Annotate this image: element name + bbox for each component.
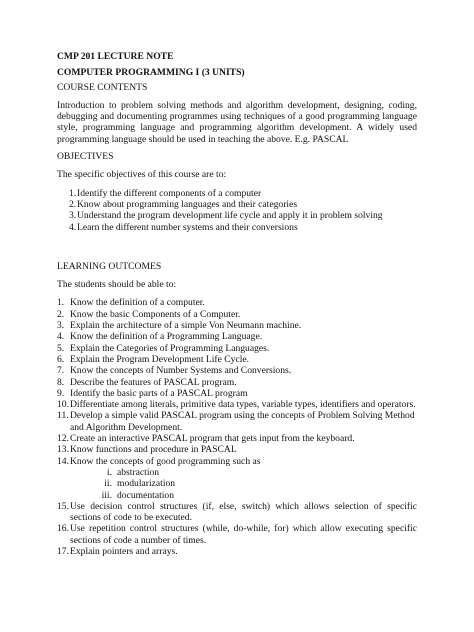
list-item — [57, 456, 417, 501]
list-item — [57, 320, 417, 331]
list-item — [57, 523, 417, 546]
objectives-heading: OBJECTIVES — [57, 151, 114, 163]
list-text: Identify the different components of a computer — [77, 187, 262, 199]
objectives-intro: The specific objectives of this course are to: — [57, 169, 227, 181]
list-number: 3. — [69, 210, 77, 222]
list-text: Differentiate among literals, primitive data types, variable types, identifiers and operators. — [70, 399, 416, 411]
doc-title: CMP 201 LECTURE NOTE — [57, 51, 174, 62]
list-item — [57, 365, 417, 376]
list-number: 9. — [57, 387, 65, 399]
list-item — [57, 222, 417, 233]
list-text: Describe the features of PASCAL program. — [70, 376, 237, 388]
list-text: Explain the architecture of a simple Von Neumann machine. — [70, 320, 302, 332]
list-item — [57, 309, 417, 320]
list-number: 14. — [57, 455, 69, 467]
list-number: 12. — [57, 433, 69, 445]
list-number: 16. — [57, 523, 69, 535]
list-number: 4. — [57, 331, 65, 343]
list-text: Know the concepts of good programming such as — [70, 455, 261, 467]
list-text: Explain the Program Development Life Cycle. — [70, 353, 250, 365]
list-number: 7. — [57, 365, 65, 377]
list-number: 6. — [57, 353, 65, 365]
outcomes-list — [57, 297, 417, 557]
sub-list-text: modularization — [117, 478, 176, 490]
list-item — [57, 546, 417, 557]
list-text: Use decision control structures (if, else, switch) which allows selection of specific sections of code to be executed. — [70, 500, 417, 524]
list-item — [57, 433, 417, 444]
list-item — [57, 410, 417, 433]
list-number: 1. — [69, 187, 77, 199]
list-item — [57, 331, 417, 342]
sub-list-item — [70, 478, 417, 489]
list-number: 17. — [57, 545, 69, 557]
list-text: Know about programming languages and their categories — [77, 198, 298, 210]
list-number: 2. — [57, 308, 65, 320]
course-contents-heading: COURSE CONTENTS — [57, 81, 148, 93]
list-text: Explain pointers and arrays. — [70, 545, 178, 557]
list-text: Know the concepts of Number Systems and Conversions. — [70, 365, 292, 377]
outcomes-intro: The students should be able to: — [57, 279, 177, 291]
list-text: Know the basic Components of a Computer. — [70, 308, 241, 320]
list-text: Know the definition of a computer. — [70, 297, 205, 309]
sub-list-item — [70, 467, 417, 478]
list-item — [57, 210, 417, 221]
lecture-note-content — [57, 51, 417, 557]
list-item — [57, 297, 417, 308]
list-text: Know functions and procedure in PASCAL — [70, 444, 237, 456]
list-item — [57, 388, 417, 399]
list-text: Develop a simple valid PASCAL program using the concepts of Problem Solving Method and Algorithm Development. — [70, 410, 415, 433]
list-item — [57, 199, 417, 210]
list-text: Know the definition of a Programming Language. — [70, 331, 263, 343]
list-item — [57, 343, 417, 354]
roman-number: i. — [106, 466, 112, 478]
list-item — [57, 444, 417, 455]
sub-list-text: documentation — [117, 489, 175, 501]
list-text: Explain the Categories of Programming Languages. — [70, 342, 270, 354]
sub-list-text: abstraction — [117, 466, 160, 478]
list-number: 11. — [57, 410, 69, 422]
objectives-list — [57, 188, 417, 233]
list-text: Identify the basic parts of a PASCAL program — [70, 387, 248, 399]
list-text: Understand the program development life cycle and apply it in problem solving — [77, 210, 383, 222]
outcomes-heading: LEARNING OUTCOMES — [57, 260, 162, 272]
list-item — [57, 354, 417, 365]
list-item — [57, 377, 417, 388]
roman-number: ii. — [104, 478, 112, 490]
list-text: Create an interactive PASCAL program that gets input from the keyboard. — [70, 433, 355, 445]
list-number: 8. — [57, 376, 65, 388]
list-text: Use repetition control structures (while, do-while, for) which allow executing specific sections of code a number of times. — [70, 523, 417, 546]
list-item — [57, 399, 417, 410]
list-text: Learn the different number systems and their conversions — [77, 221, 298, 233]
roman-number: iii. — [101, 489, 112, 501]
list-item — [57, 188, 417, 199]
doc-subtitle: COMPUTER PROGRAMMING I (3 UNITS) — [57, 67, 245, 79]
list-number: 13. — [57, 444, 69, 456]
course-contents-text: Introduction to problem solving methods and algorithm development, designing, coding, debugging and documenting programmes using techniques of a good programming language style, programming language and programming algorithm development. A widely used programming language should be used in teaching the above. E.g. PASCAL — [57, 99, 417, 145]
list-item — [57, 501, 417, 524]
list-number: 4. — [69, 221, 77, 233]
sub-list-item — [70, 490, 417, 501]
list-number: 10. — [57, 399, 69, 411]
list-number: 1. — [57, 297, 65, 309]
list-number: 5. — [57, 342, 65, 354]
list-number: 3. — [57, 320, 65, 332]
sub-list — [70, 467, 417, 501]
list-number: 15. — [57, 500, 69, 512]
list-number: 2. — [69, 198, 77, 210]
